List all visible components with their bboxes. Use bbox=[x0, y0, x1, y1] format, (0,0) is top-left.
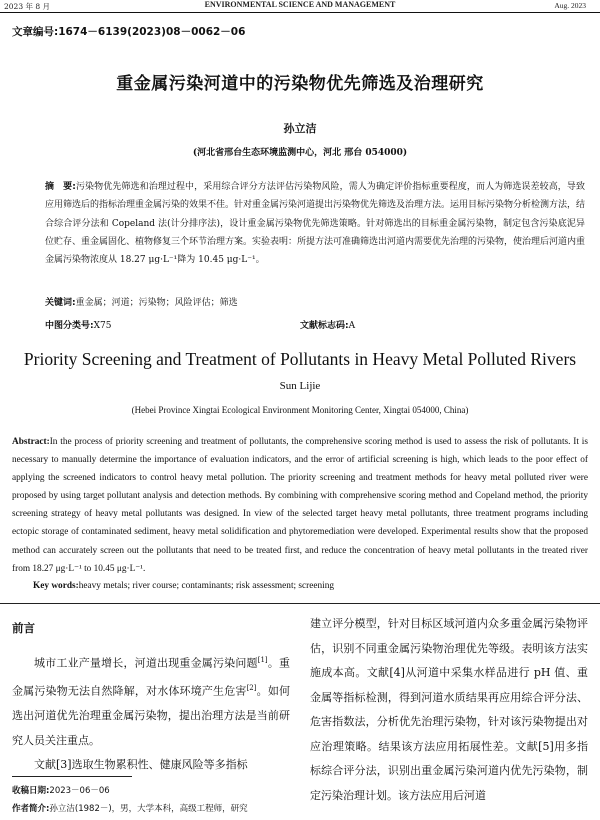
title-chinese: 重金属污染河道中的污染物优先筛选及治理研究 bbox=[116, 74, 484, 94]
abstract-en-text: In the process of priority screening and treatment of pollutants, the comprehensive scoring method is used to assess the risk of pollutants. It is necessary to manually determine the importance of evaluation indicators, and the error of artificial screening is high, which leads to the poor effect of applying the screened indicators to control heavy metal pollution. The priority screening and treatment methods for heavy metal polluted river were proposed by using target pollutant analysis and detection methods. By combining with comprehensive scoring method and Copeland method, the priority screening strategy of heavy metal pollutants was designed. In view of the selected target heavy metal pollutants, three treatment programs including ectopic storage of contaminated sediment, heavy metal solidification and phytoremediation were developed. Experimental results show that the proposed method can accurately screen out the pollutants that need to be treated first, and reduce the concentration of heavy metal pollutants in the treated river from 18.27 μg·L⁻¹ to 10.45 μg·L⁻¹. bbox=[12, 437, 588, 574]
affiliation-chinese: (河北省邢台生态环境监测中心，河北 邢台 054000) bbox=[192, 148, 408, 158]
body-right-column bbox=[310, 612, 588, 808]
keywords-chinese bbox=[45, 295, 238, 308]
header-date-en: Aug. 2023 bbox=[554, 1, 586, 10]
clc-label: 中图分类号: bbox=[45, 321, 94, 331]
keywords-en-label: Key words: bbox=[33, 581, 79, 591]
clc-value: X75 bbox=[93, 321, 112, 331]
section-heading-preface: 前言 bbox=[12, 621, 35, 635]
abstract-cn-label: 摘 要: bbox=[45, 182, 76, 192]
footnote-received bbox=[12, 784, 302, 796]
keywords-en-text: heavy metals; river course; contaminants; risk assessment; screening bbox=[78, 581, 335, 591]
body-paragraph: 建立评分模型，针对目标区域河道内众多重金属污染物评估，识别不同重金属污染物治理优先等级。表明该方法实施成本高。文献[4]从河道中采集水样品进行 pH 值、重金属等指标检测，得到河道水质结果再应用综合评分法、危害指数法，分析优先治理污染物，针对该污染物提出对应治理策略。结果该方法应用拓展性差。文献[5]用多指标综合评分法，识别出重金属污染河道内优先污染物，制定污染治理计划。该方法应用后河道 bbox=[310, 617, 588, 802]
doc-code-label: 文献标志码: bbox=[300, 321, 349, 331]
body-left-column bbox=[12, 620, 290, 778]
author-english: Sun Lijie bbox=[279, 380, 321, 392]
citation-ref: [1] bbox=[257, 656, 268, 664]
body-text: 城市工业产量增长，河道出现重金属污染问题 bbox=[34, 656, 258, 670]
running-header bbox=[0, 0, 600, 13]
abstract-en-label: Abstract: bbox=[12, 437, 50, 447]
keywords-english bbox=[33, 581, 334, 591]
received-date: 2023－06－06 bbox=[49, 786, 110, 796]
title-english: Priority Screening and Treatment of Pollutants in Heavy Metal Polluted Rivers bbox=[23, 349, 577, 369]
citation-ref: [2] bbox=[246, 684, 257, 693]
classification-number bbox=[45, 318, 111, 331]
section-divider bbox=[0, 603, 600, 604]
header-journal-name: ENVIRONMENTAL SCIENCE AND MANAGEMENT bbox=[204, 0, 396, 9]
body-text: 。如何选出河道优先治理重金属污染物，提出治理方法是当前研究人员关注重点。 bbox=[12, 684, 291, 747]
body-text: 。重金属污染物无法自然降解，对水体环境产生危害 bbox=[12, 656, 291, 698]
received-label: 收稿日期: bbox=[12, 786, 50, 796]
bio-label: 作者简介: bbox=[12, 804, 50, 814]
keywords-cn-label: 关键词: bbox=[45, 298, 76, 308]
doc-code-value: A bbox=[348, 321, 356, 331]
abstract-cn-text: 污染物优先筛选和治理过程中，采用综合评分方法评估污染物风险，需人为确定评价指标重要程度，而人为筛选误差较高，导致应用筛选后的指标治理重金属污染的效果不佳。针对重金属污染河道提出污染物优先筛选及治理方法。运用目标污染物分析检测方法，结合综合评分法和 Copeland 法(计分排序法)，设计重金属污染物优先筛选策略。针对筛选出的目标重金属污染物，制定包含污染底泥异位贮存、重金属固化、植物修复三个环节治理方案。实验表明：所提方法可准确筛选出河道内需要优先治理的污染物，使治理后河道内重金属污染物浓度从 18.27 μg·L⁻¹降为 10.45 μg·L⁻¹。 bbox=[45, 182, 586, 266]
body-paragraph: 文献[3]选取生物累积性、健康风险等多指标 bbox=[34, 758, 248, 772]
document-code bbox=[300, 318, 355, 331]
author-chinese: 孙立洁 bbox=[283, 122, 317, 135]
header-date-cn: 2023 年 8 月 bbox=[4, 2, 51, 11]
keywords-cn-text: 重金属；河道；污染物；风险评估；筛选 bbox=[75, 298, 238, 308]
footnote-divider bbox=[12, 776, 132, 777]
abstract-chinese bbox=[45, 178, 585, 269]
footnote-author-bio bbox=[12, 802, 302, 814]
article-number: 文章编号:1674－6139(2023)08－0062－06 bbox=[12, 26, 246, 38]
body-paragraph bbox=[12, 648, 290, 753]
abstract-english bbox=[12, 433, 588, 578]
affiliation-english: (Hebei Province Xingtai Ecological Environment Monitoring Center, Xingtai 054000, China) bbox=[131, 405, 469, 415]
bio-text: 孙立洁(1982－)，男，大学本科，高级工程师，研究 bbox=[49, 804, 248, 814]
